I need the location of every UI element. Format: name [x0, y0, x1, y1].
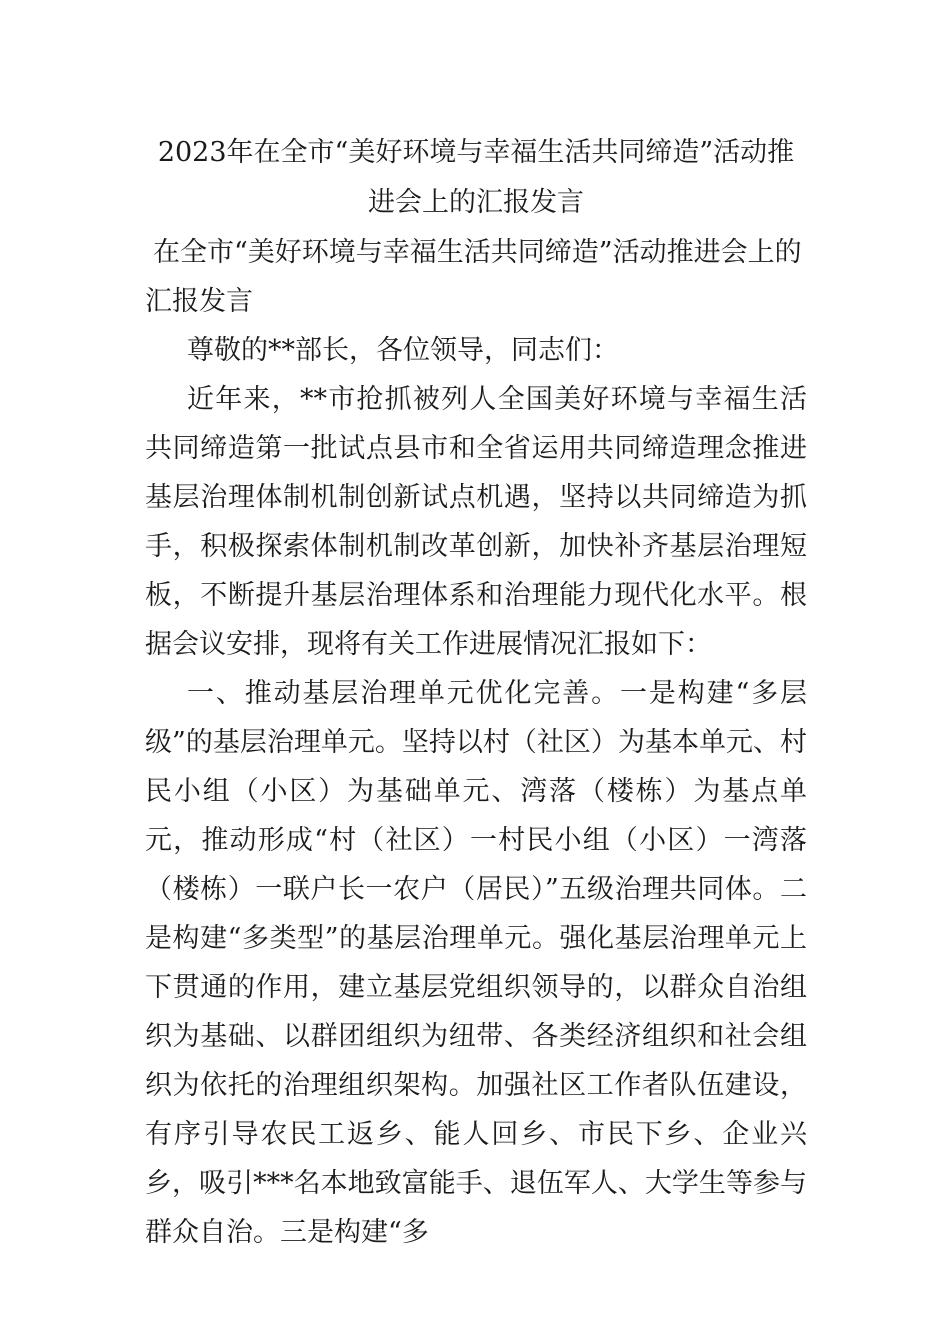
document-title: 2023年在全市“美好环境与幸福生活共同缔造”活动推进会上的汇报发言 — [157, 137, 795, 218]
paragraph-intro: 近年来，**市抢抓被列人全国美好环境与幸福生活共同缔造第一批试点县市和全省运用共同缔造理念推进基层治理体制机制创新试点机遇，坚持以共同缔造为抓手，积极探索体制机制改革创新，加快补齐基层治理短板，不断提升基层治理体系和治理能力现代化水平。根据会议安排，现将有关工作进展情况汇报如下： — [145, 384, 807, 660]
salutation: 尊敬的**部长，各位领导，同志们： — [187, 335, 619, 366]
document-page — [145, 128, 807, 1257]
paragraph-section-one: 一、推动基层治理单元优化完善。一是构建“多层级”的基层治理单元。坚持以村（社区）为基本单元、村民小组（小区）为基础单元、湾落（楼栋）为基点单元，推动形成“村（社区）一村民小组（小区）一湾落（楼栋）一联户长一农户（居民）”五级治理共同体。二是构建“多类型”的基层治理单元。强化基层治理单元上下贯通的作用，建立基层党组织领导的，以群众自治组织为基础、以群团组织为纽带、各类经济组织和社会组织为依托的治理组织架构。加强社区工作者队伍建设，有序引导农民工返乡、能人回乡、市民下乡、企业兴乡，吸引***名本地致富能手、退伍军人、大学生等参与群众自治。三是构建“多 — [145, 678, 807, 1248]
document-subtitle: 在全市“美好环境与幸福生活共同缔造”活动推进会上的汇报发言 — [145, 237, 802, 317]
